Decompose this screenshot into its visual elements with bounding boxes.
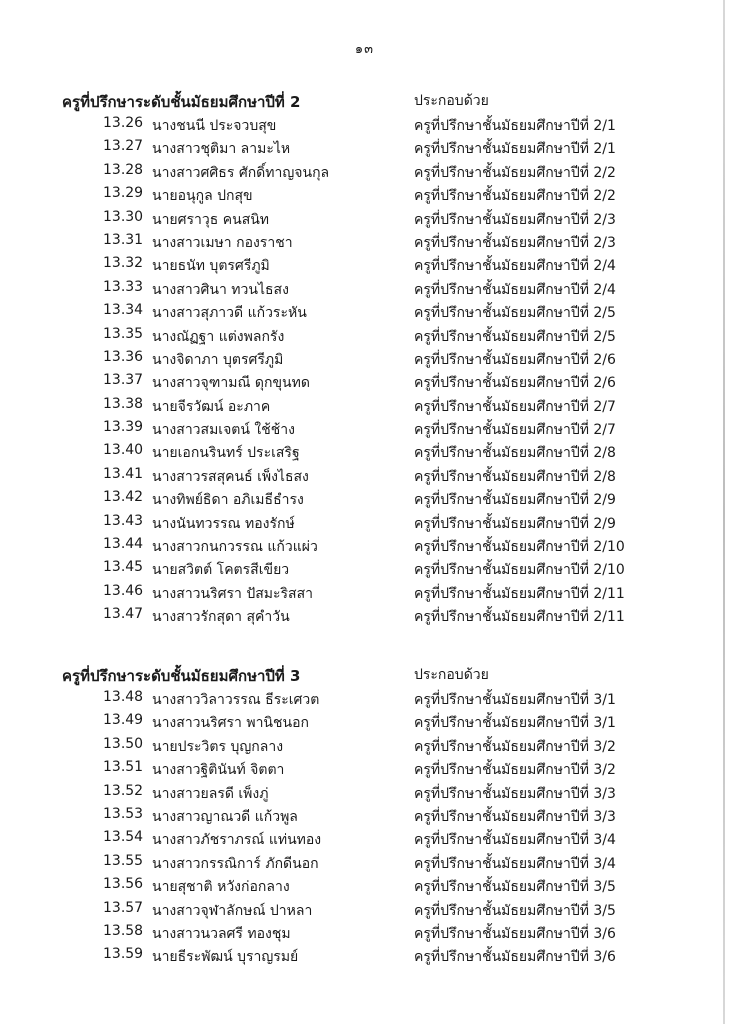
teacher-row <box>0 510 729 533</box>
teacher-row <box>0 416 729 439</box>
consists-of-label: ประกอบด้วย <box>414 667 489 683</box>
row-number: 13.58 <box>103 922 144 939</box>
teacher-name: นางสาวสมเจตน์ ใช้ช้าง <box>152 422 295 439</box>
advisor-role: ครูที่ปรึกษาชั้นมัธยมศึกษาปีที่ 2/5 <box>414 328 616 345</box>
teacher-name: นางสาวญาณวดี แก้วพูล <box>152 808 298 825</box>
teacher-name: นางนันทวรรณ ทองรักษ์ <box>152 515 295 532</box>
teacher-name: นางณัฏฐา แต่งพลกรัง <box>152 328 285 345</box>
teacher-name: นายศราวุธ คนสนิท <box>152 211 270 228</box>
teacher-row <box>0 709 729 732</box>
advisor-role: ครูที่ปรึกษาชั้นมัธยมศึกษาปีที่ 2/7 <box>414 398 616 415</box>
section-header <box>0 86 729 112</box>
teacher-name: นางสาวยลรดี เพ็งภู่ <box>152 785 269 802</box>
advisor-role: ครูที่ปรึกษาชั้นมัธยมศึกษาปีที่ 2/5 <box>414 305 616 322</box>
advisor-role: ครูที่ปรึกษาชั้นมัธยมศึกษาปีที่ 3/3 <box>414 785 616 802</box>
advisor-role: ครูที่ปรึกษาชั้นมัธยมศึกษาปีที่ 3/6 <box>414 925 616 942</box>
teacher-row <box>0 943 729 966</box>
row-number: 13.52 <box>103 782 144 799</box>
teacher-name: นางสาวเมษา กองราชา <box>152 234 293 251</box>
teacher-row <box>0 920 729 943</box>
advisor-role: ครูที่ปรึกษาชั้นมัธยมศึกษาปีที่ 2/3 <box>414 211 616 228</box>
section-title: ครูที่ปรึกษาระดับชั้นมัธยมศึกษาปีที่ 2 <box>62 93 301 111</box>
row-number: 13.54 <box>103 829 144 846</box>
advisor-role: ครูที่ปรึกษาชั้นมัธยมศึกษาปีที่ 2/1 <box>414 141 616 158</box>
advisor-role: ครูที่ปรึกษาชั้นมัธยมศึกษาปีที่ 3/3 <box>414 808 616 825</box>
advisor-role: ครูที่ปรึกษาชั้นมัธยมศึกษาปีที่ 2/9 <box>414 515 616 532</box>
teacher-row <box>0 229 729 252</box>
advisor-role: ครูที่ปรึกษาชั้นมัธยมศึกษาปีที่ 3/1 <box>414 715 616 732</box>
row-number: 13.45 <box>103 559 144 576</box>
row-number: 13.35 <box>103 325 144 342</box>
teacher-name: นางจิดาภา บุตรศรีภูมิ <box>152 351 284 368</box>
page-number: ๑๓ <box>354 42 375 57</box>
row-number: 13.38 <box>103 395 144 412</box>
teacher-row <box>0 463 729 486</box>
teacher-name: นายสวิตต์ โคตรสีเขียว <box>152 562 290 579</box>
row-number: 13.27 <box>103 138 144 155</box>
row-number: 13.59 <box>103 946 144 963</box>
teacher-name: นายธนัท บุตรศรีภูมิ <box>152 258 270 275</box>
row-number: 13.34 <box>103 302 144 319</box>
advisor-role: ครูที่ปรึกษาชั้นมัธยมศึกษาปีที่ 2/7 <box>414 422 616 439</box>
advisor-role: ครูที่ปรึกษาชั้นมัธยมศึกษาปีที่ 2/6 <box>414 375 616 392</box>
teacher-row <box>0 803 729 826</box>
teacher-name: นายประวิตร บุญกลาง <box>152 738 284 755</box>
teacher-row <box>0 369 729 392</box>
teacher-name: นายจีรวัฒน์ อะภาค <box>152 398 271 415</box>
advisor-role: ครูที่ปรึกษาชั้นมัธยมศึกษาปีที่ 2/4 <box>414 281 616 298</box>
advisor-role: ครูที่ปรึกษาชั้นมัธยมศึกษาปีที่ 2/10 <box>414 539 625 556</box>
teacher-name: นางสาวชุติมา ลามะไห <box>152 141 291 158</box>
advisor-role: ครูที่ปรึกษาชั้นมัธยมศึกษาปีที่ 2/11 <box>414 609 625 626</box>
row-number: 13.47 <box>103 606 144 623</box>
teacher-row <box>0 276 729 299</box>
row-number: 13.53 <box>103 805 144 822</box>
teacher-name: นางสาวนริศรา พานิชนอก <box>152 715 309 732</box>
teacher-row <box>0 112 729 135</box>
advisor-section-grade-3 <box>0 660 729 967</box>
teacher-row <box>0 135 729 158</box>
advisor-role: ครูที่ปรึกษาชั้นมัธยมศึกษาปีที่ 2/10 <box>414 562 625 579</box>
teacher-row <box>0 897 729 920</box>
advisor-role: ครูที่ปรึกษาชั้นมัธยมศึกษาปีที่ 3/6 <box>414 949 616 966</box>
row-number: 13.28 <box>103 161 144 178</box>
teacher-row <box>0 346 729 369</box>
teacher-row <box>0 733 729 756</box>
teacher-row <box>0 159 729 182</box>
row-number: 13.50 <box>103 735 144 752</box>
teacher-name: นางสาววิลาวรรณ ธีระเศวต <box>152 692 320 708</box>
teacher-row <box>0 556 729 579</box>
advisor-role: ครูที่ปรึกษาชั้นมัธยมศึกษาปีที่ 2/3 <box>414 234 616 251</box>
teacher-name: นางสาวรสสุคนธ์ เพ็งไธสง <box>152 468 309 485</box>
advisor-role: ครูที่ปรึกษาชั้นมัธยมศึกษาปีที่ 2/1 <box>414 118 616 134</box>
row-number: 13.36 <box>103 348 144 365</box>
row-number: 13.41 <box>103 465 144 482</box>
teacher-name: นางชนนี ประจวบสุข <box>152 118 277 134</box>
advisor-role: ครูที่ปรึกษาชั้นมัธยมศึกษาปีที่ 2/8 <box>414 468 616 485</box>
teacher-name: นางสาวจุฬาลักษณ์ ปาหลา <box>152 902 313 919</box>
teacher-name: นางทิพย์ธิดา อภิเมธีธำรง <box>152 492 304 509</box>
advisor-role: ครูที่ปรึกษาชั้นมัธยมศึกษาปีที่ 2/2 <box>414 164 616 181</box>
advisor-section-grade-2 <box>0 86 729 627</box>
row-number: 13.56 <box>103 876 144 893</box>
row-number: 13.48 <box>103 689 144 705</box>
teacher-name: นางสาวรักสุดา สุคำวัน <box>152 609 290 626</box>
teacher-name: นายเอกนรินทร์ ประเสริฐ <box>152 445 300 462</box>
teacher-row <box>0 486 729 509</box>
teacher-row <box>0 252 729 275</box>
advisor-role: ครูที่ปรึกษาชั้นมัธยมศึกษาปีที่ 3/5 <box>414 879 616 896</box>
teacher-name: นางสาวกรรณิการ์ ภักดีนอก <box>152 855 319 872</box>
teacher-row <box>0 580 729 603</box>
advisor-role: ครูที่ปรึกษาชั้นมัธยมศึกษาปีที่ 2/2 <box>414 188 616 205</box>
row-number: 13.31 <box>103 231 144 248</box>
advisor-role: ครูที่ปรึกษาชั้นมัธยมศึกษาปีที่ 2/6 <box>414 351 616 368</box>
teacher-row <box>0 323 729 346</box>
advisor-role: ครูที่ปรึกษาชั้นมัธยมศึกษาปีที่ 2/8 <box>414 445 616 462</box>
row-number: 13.26 <box>103 115 144 131</box>
teacher-name: นางสาวนริศรา ปัสมะริสสา <box>152 585 313 602</box>
teacher-name: นางสาวศินา ทวนไธสง <box>152 281 289 298</box>
teacher-list <box>0 112 729 627</box>
row-number: 13.55 <box>103 852 144 869</box>
teacher-row <box>0 850 729 873</box>
row-number: 13.51 <box>103 759 144 776</box>
teacher-row <box>0 780 729 803</box>
teacher-name: นางสาวกนกวรรณ แก้วแผ่ว <box>152 539 318 556</box>
teacher-row <box>0 299 729 322</box>
advisor-role: ครูที่ปรึกษาชั้นมัธยมศึกษาปีที่ 3/2 <box>414 738 616 755</box>
row-number: 13.37 <box>103 372 144 389</box>
teacher-name: นางสาวศศิธร ศักดิ์ทาญจนกุล <box>152 164 330 181</box>
teacher-name: นายอนุกูล ปกสุข <box>152 188 253 205</box>
teacher-name: นางสาวนวลศรี ทองชุม <box>152 925 291 942</box>
section-header <box>0 660 729 686</box>
teacher-row <box>0 826 729 849</box>
advisor-role: ครูที่ปรึกษาชั้นมัธยมศึกษาปีที่ 2/9 <box>414 492 616 509</box>
row-number: 13.40 <box>103 442 144 459</box>
teacher-row <box>0 182 729 205</box>
consists-of-label: ประกอบด้วย <box>414 93 489 109</box>
row-number: 13.33 <box>103 278 144 295</box>
teacher-row <box>0 206 729 229</box>
teacher-name: นางสาวฐิตินันท์ จิตตา <box>152 762 285 779</box>
teacher-row <box>0 393 729 416</box>
row-number: 13.39 <box>103 419 144 436</box>
row-number: 13.44 <box>103 536 144 553</box>
advisor-role: ครูที่ปรึกษาชั้นมัธยมศึกษาปีที่ 3/4 <box>414 855 616 872</box>
advisor-role: ครูที่ปรึกษาชั้นมัธยมศึกษาปีที่ 3/2 <box>414 762 616 779</box>
teacher-name: นายธีระพัฒน์ บุราญรมย์ <box>152 949 299 966</box>
advisor-role: ครูที่ปรึกษาชั้นมัธยมศึกษาปีที่ 3/4 <box>414 832 616 849</box>
row-number: 13.43 <box>103 512 144 529</box>
advisor-role: ครูที่ปรึกษาชั้นมัธยมศึกษาปีที่ 3/1 <box>414 692 616 708</box>
row-number: 13.57 <box>103 899 144 916</box>
teacher-name: นายสุชาติ หวังก่อกลาง <box>152 879 290 896</box>
teacher-row <box>0 603 729 626</box>
row-number: 13.30 <box>103 208 144 225</box>
advisor-role: ครูที่ปรึกษาชั้นมัธยมศึกษาปีที่ 2/11 <box>414 585 625 602</box>
advisor-role: ครูที่ปรึกษาชั้นมัธยมศึกษาปีที่ 3/5 <box>414 902 616 919</box>
teacher-row <box>0 873 729 896</box>
teacher-name: นางสาวภัชราภรณ์ แท่นทอง <box>152 832 322 849</box>
teacher-row <box>0 686 729 709</box>
teacher-name: นางสาวสุภาวดี แก้วระหัน <box>152 305 307 322</box>
teacher-row <box>0 533 729 556</box>
row-number: 13.42 <box>103 489 144 506</box>
row-number: 13.46 <box>103 582 144 599</box>
teacher-list <box>0 686 729 967</box>
section-title: ครูที่ปรึกษาระดับชั้นมัธยมศึกษาปีที่ 3 <box>62 667 301 685</box>
row-number: 13.29 <box>103 185 144 202</box>
teacher-row <box>0 439 729 462</box>
row-number: 13.32 <box>103 255 144 272</box>
teacher-row <box>0 756 729 779</box>
teacher-name: นางสาวจุฑามณี ดุกขุนทด <box>152 375 310 392</box>
advisor-role: ครูที่ปรึกษาชั้นมัธยมศึกษาปีที่ 2/4 <box>414 258 616 275</box>
row-number: 13.49 <box>103 712 144 729</box>
